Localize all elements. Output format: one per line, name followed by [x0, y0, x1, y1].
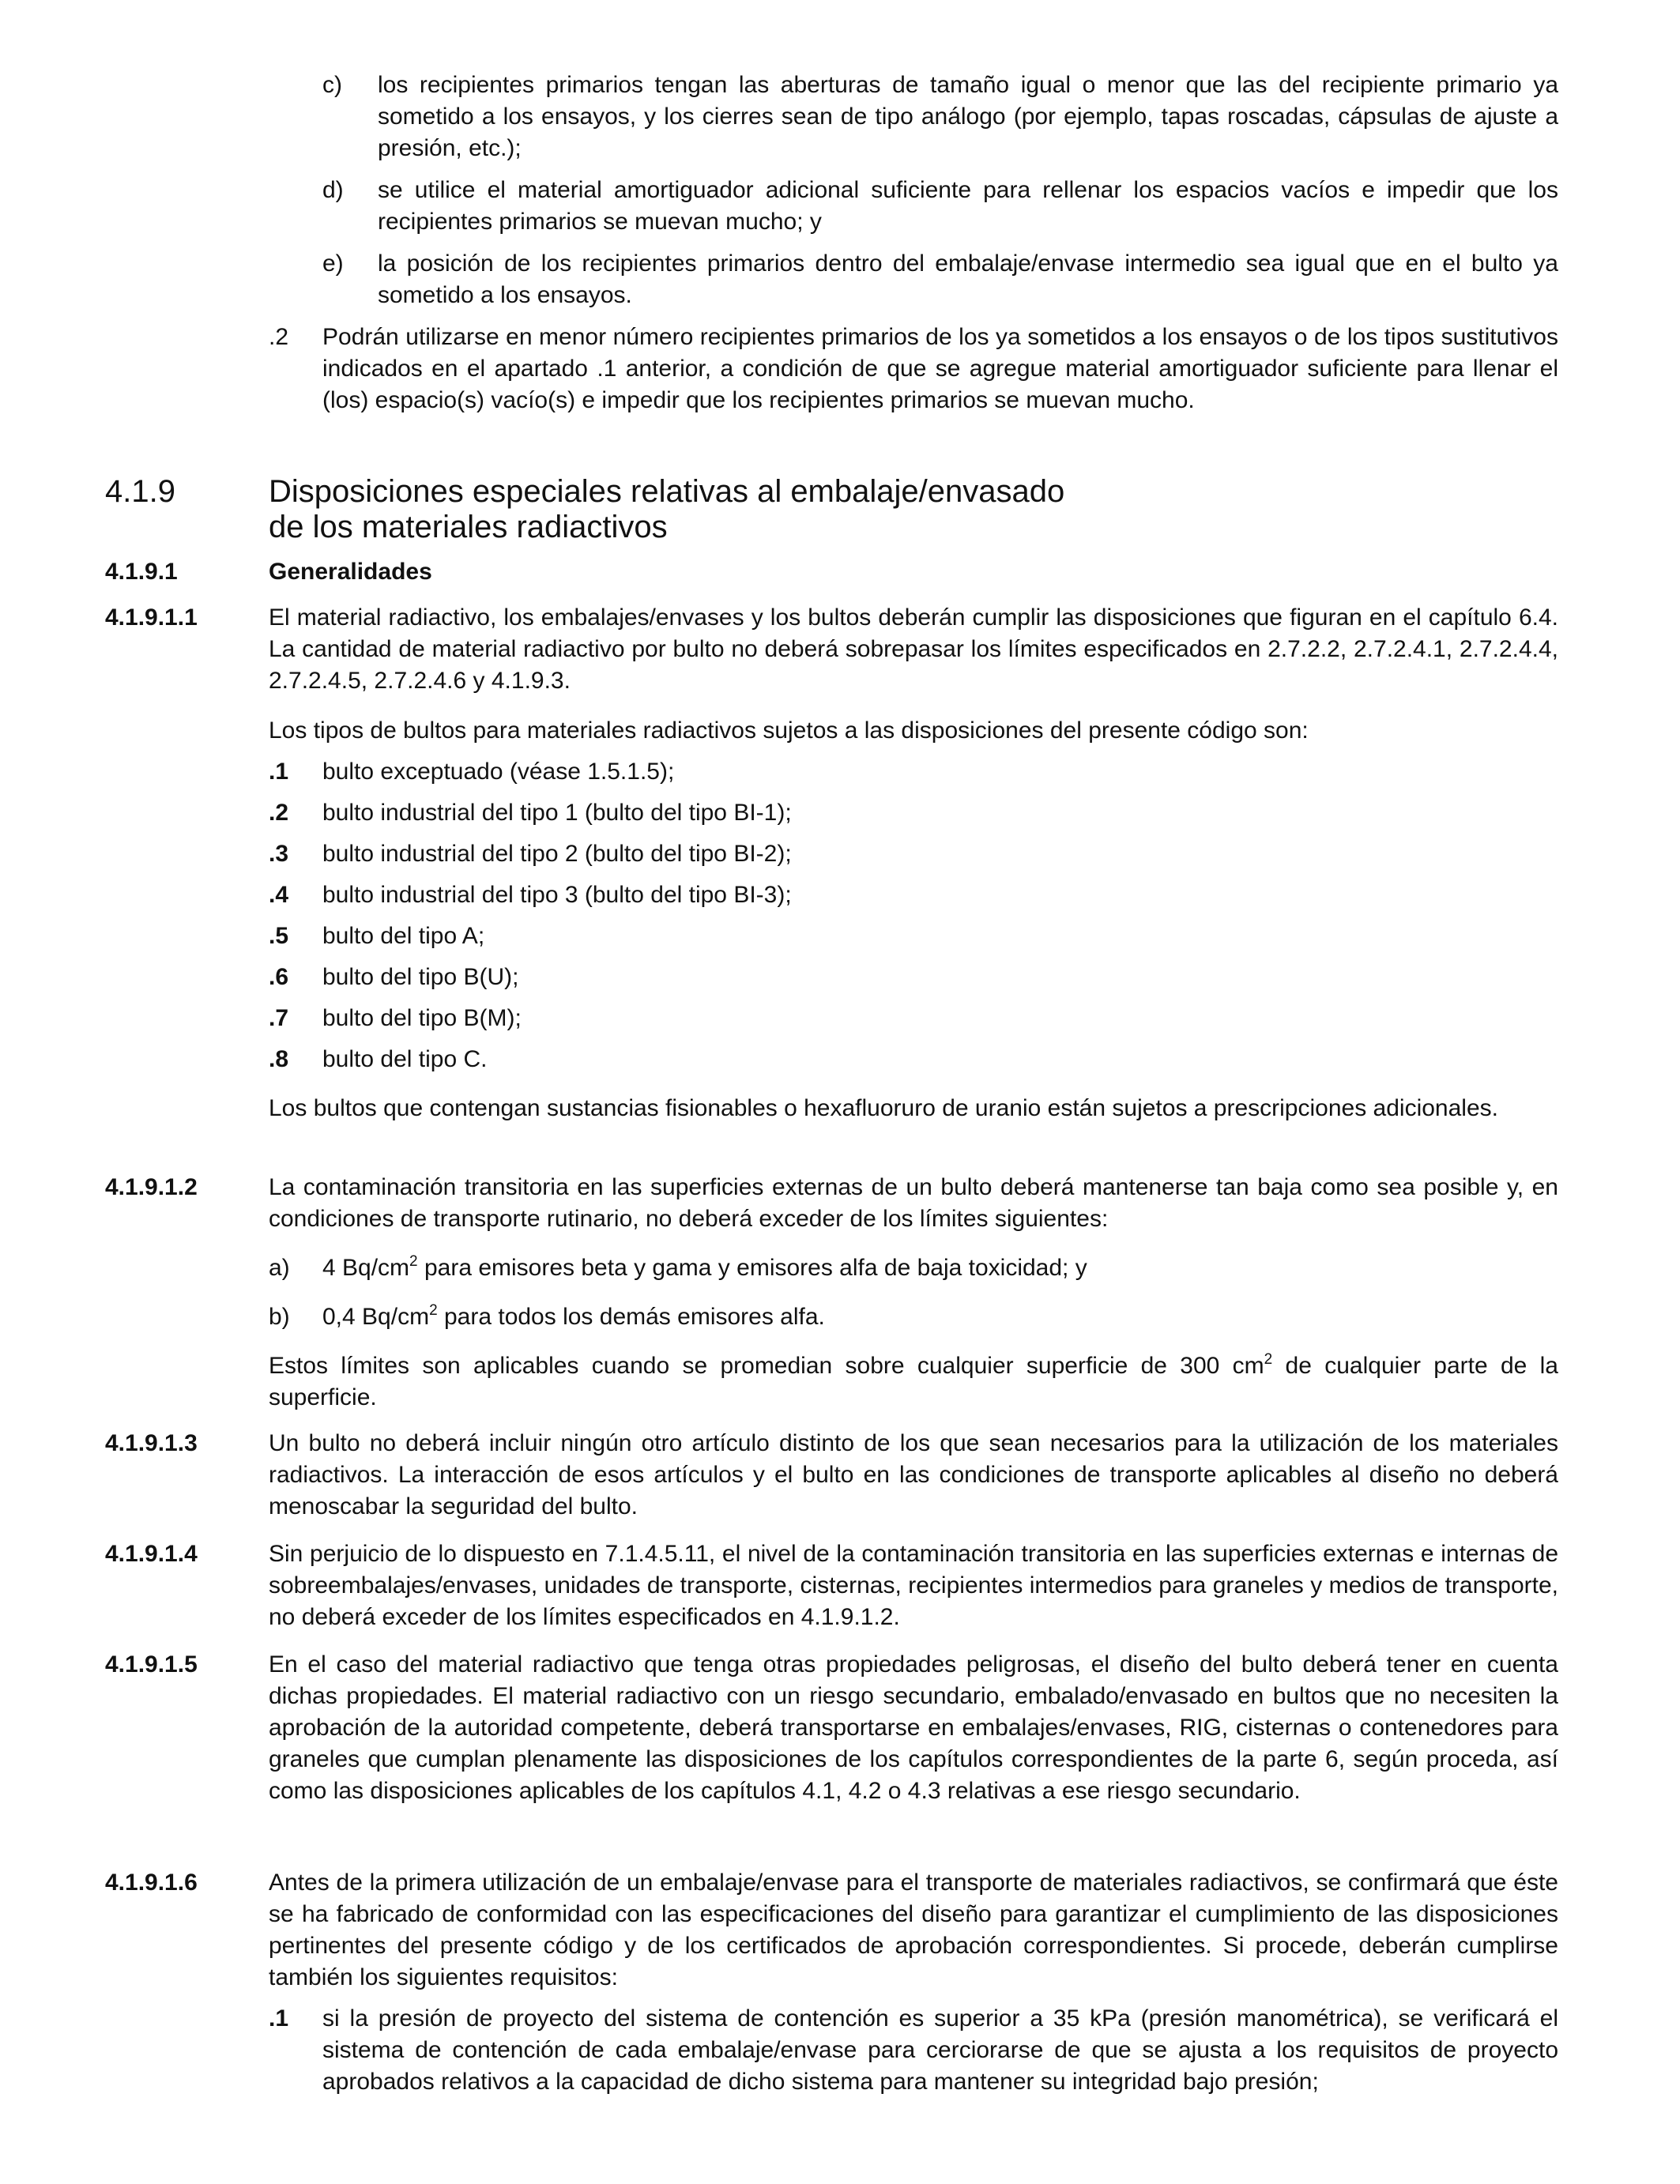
paragraph-4-1-9-1-2-text: La contaminación transitoria en las superficies externas de un bulto deberá mantenerse tan baja como sea posible y, en condiciones de transporte rutinario, no deberá exceder de los límites siguientes: — [269, 1174, 1558, 1232]
requirement-label-1: .1 — [269, 2005, 289, 2031]
package-type-text-5: bulto del tipo A; — [322, 923, 485, 949]
section-number: 4.1.9 — [105, 474, 175, 509]
paragraph-4-1-9-1-4-text: Sin perjuicio de lo dispuesto en 7.1.4.5.11, el nivel de la contaminación transitoria en las superficies externas e internas de sobreembalajes/envases, unidades de transporte, cisternas, recipientes intermedios para graneles y medios de transporte, no deberá exceder de los límites especificados en 4.1.9.1.2. — [269, 1541, 1558, 1630]
package-type-text-1: bulto exceptuado (véase 1.5.1.5); — [322, 759, 675, 785]
package-type-label-4: .4 — [269, 882, 289, 908]
package-type-label-5: .5 — [269, 923, 289, 949]
list-label-d: d) — [322, 177, 344, 203]
paragraph-number-4-1-9-1-2: 4.1.9.1.2 — [105, 1174, 198, 1200]
package-type-text-7: bulto del tipo B(M); — [322, 1005, 522, 1031]
package-type-label-6: .6 — [269, 964, 289, 990]
package-type-text-8: bulto del tipo C. — [322, 1046, 488, 1072]
subsection-number: 4.1.9.1 — [105, 559, 178, 585]
paragraph-number-4-1-9-1-6: 4.1.9.1.6 — [105, 1870, 198, 1896]
limit-a-text — [322, 1252, 1087, 1284]
list-item-e-text: la posición de los recipientes primarios dentro del embalaje/envase intermedio sea igual que en el bulto ya sometido a los ensayos. — [378, 250, 1558, 308]
limits-note-before: Estos límites son aplicables cuando se promedian sobre cualquier superficie de 300 cm — [269, 1353, 1264, 1379]
list-item-2-text: Podrán utilizarse en menor número recipientes primarios de los ya sometidos a los ensayos o de los tipos sustitutivos indicados en el apartado .1 anterior, a condición de que se agregue material amortiguador suficiente para llenar el (los) espacio(s) vacío(s) e impedir que los recipientes primarios se muevan mucho. — [322, 324, 1558, 413]
limit-label-a: a) — [269, 1255, 290, 1281]
limit-b-rest: para todos los demás emisores alfa. — [437, 1304, 825, 1330]
package-type-label-1: .1 — [269, 759, 289, 785]
requirement-1-text: si la presión de proyecto del sistema de contención es superior a 35 kPa (presión manométrica), se verificará el sistema de contención de cada embalaje/envase para cerciorarse de que se ajusta a los requisitos de proyecto aprobados relativos a la capacidad de dicho sistema para mantener su integridad bajo presión; — [322, 2005, 1558, 2095]
limit-a-value: 4 Bq/cm — [322, 1255, 410, 1281]
limits-note-after: de cualquier parte de la superficie. — [269, 1353, 1558, 1410]
list-item-d-text: se utilice el material amortiguador adicional suficiente para rellenar los espacios vacíos e impedir que los recipientes primarios se muevan mucho; y — [378, 177, 1558, 235]
limit-a-superscript: 2 — [409, 1253, 418, 1270]
package-types-intro: Los tipos de bultos para materiales radiactivos sujetos a las disposiciones del presente código son: — [269, 717, 1309, 744]
list-item-c-text: los recipientes primarios tengan las aberturas de tamaño igual o menor que las del recipiente primario ya sometido a los ensayos, y los cierres sean de tipo análogo (por ejemplo, tapas roscadas, cápsulas de ajuste a presión, etc.); — [378, 72, 1558, 161]
limit-b-superscript: 2 — [429, 1302, 438, 1319]
paragraph-4-1-9-1-6-text: Antes de la primera utilización de un embalaje/envase para el transporte de materiales radiactivos, se confirmará que éste se ha fabricado de conformidad con las especificaciones del diseño para garantizar el cumplimiento de las disposiciones pertinentes del presente código y de los certificados de aprobación correspondientes. Si procede, deberán cumplirse también los siguientes requisitos: — [269, 1870, 1558, 1990]
paragraph-4-1-9-1-3-text: Un bulto no deberá incluir ningún otro artículo distinto de los que sean necesarios para la utilización de los materiales radiactivos. La interacción de esos artículos y el bulto en las condiciones de transporte aplicables al diseño no deberá menoscabar la seguridad del bulto. — [269, 1430, 1558, 1519]
subsection-title: Generalidades — [269, 559, 432, 585]
paragraph-number-4-1-9-1-3: 4.1.9.1.3 — [105, 1430, 198, 1456]
list-label-e: e) — [322, 250, 344, 277]
paragraph-number-4-1-9-1-4: 4.1.9.1.4 — [105, 1541, 198, 1567]
paragraph-number-4-1-9-1-1: 4.1.9.1.1 — [105, 604, 198, 631]
package-type-text-6: bulto del tipo B(U); — [322, 964, 519, 990]
list-label-2: .2 — [269, 324, 289, 350]
package-type-label-7: .7 — [269, 1005, 289, 1031]
section-title-line1: Disposiciones especiales relativas al embalaje/envasado — [269, 474, 1065, 509]
limit-a-rest: para emisores beta y gama y emisores alfa de baja toxicidad; y — [417, 1255, 1087, 1281]
package-type-label-2: .2 — [269, 800, 289, 826]
package-type-label-3: .3 — [269, 841, 289, 867]
paragraph-4-1-9-1-5-text: En el caso del material radiactivo que tenga otras propiedades peligrosas, el diseño del bulto deberá tener en cuenta dichas propiedades. El material radiactivo con un riesgo secundario, embalado/envasado en bultos que no necesiten la aprobación de la autoridad competente, deberá transportarse en embalajes/envases, RIG, cisternas o contenedores para graneles que cumplan plenamente las disposiciones de los capítulos correspondientes de la parte 6, según proceda, así como las disposiciones aplicables de los capítulos 4.1, 4.2 o 4.3 relativas a ese riesgo secundario. — [269, 1651, 1558, 1804]
limit-b-text — [322, 1301, 825, 1333]
package-type-text-4: bulto industrial del tipo 3 (bulto del tipo BI-3); — [322, 882, 792, 908]
paragraph-4-1-9-1-1-text: El material radiactivo, los embalajes/envases y los bultos deberán cumplir las disposiciones que figuran en el capítulo 6.4. La cantidad de material radiactivo por bulto no deberá sobrepasar los límites especificados en 2.7.2.2, 2.7.2.4.1, 2.7.2.4.4, 2.7.2.4.5, 2.7.2.4.6 y 4.1.9.3. — [269, 604, 1558, 694]
limit-b-value: 0,4 Bq/cm — [322, 1304, 430, 1330]
section-title-line2: de los materiales radiactivos — [269, 510, 668, 544]
package-type-label-8: .8 — [269, 1046, 289, 1072]
limits-note-superscript: 2 — [1264, 1351, 1273, 1368]
paragraph-number-4-1-9-1-5: 4.1.9.1.5 — [105, 1651, 198, 1678]
package-type-text-2: bulto industrial del tipo 1 (bulto del tipo BI-1); — [322, 800, 792, 826]
limits-applicability-note — [269, 1350, 1558, 1414]
fissile-note: Los bultos que contengan sustancias fisionables o hexafluoruro de uranio están sujetos a prescripciones adicionales. — [269, 1095, 1498, 1121]
list-label-c: c) — [322, 72, 342, 98]
package-type-text-3: bulto industrial del tipo 2 (bulto del tipo BI-2); — [322, 841, 792, 867]
limit-label-b: b) — [269, 1304, 290, 1330]
